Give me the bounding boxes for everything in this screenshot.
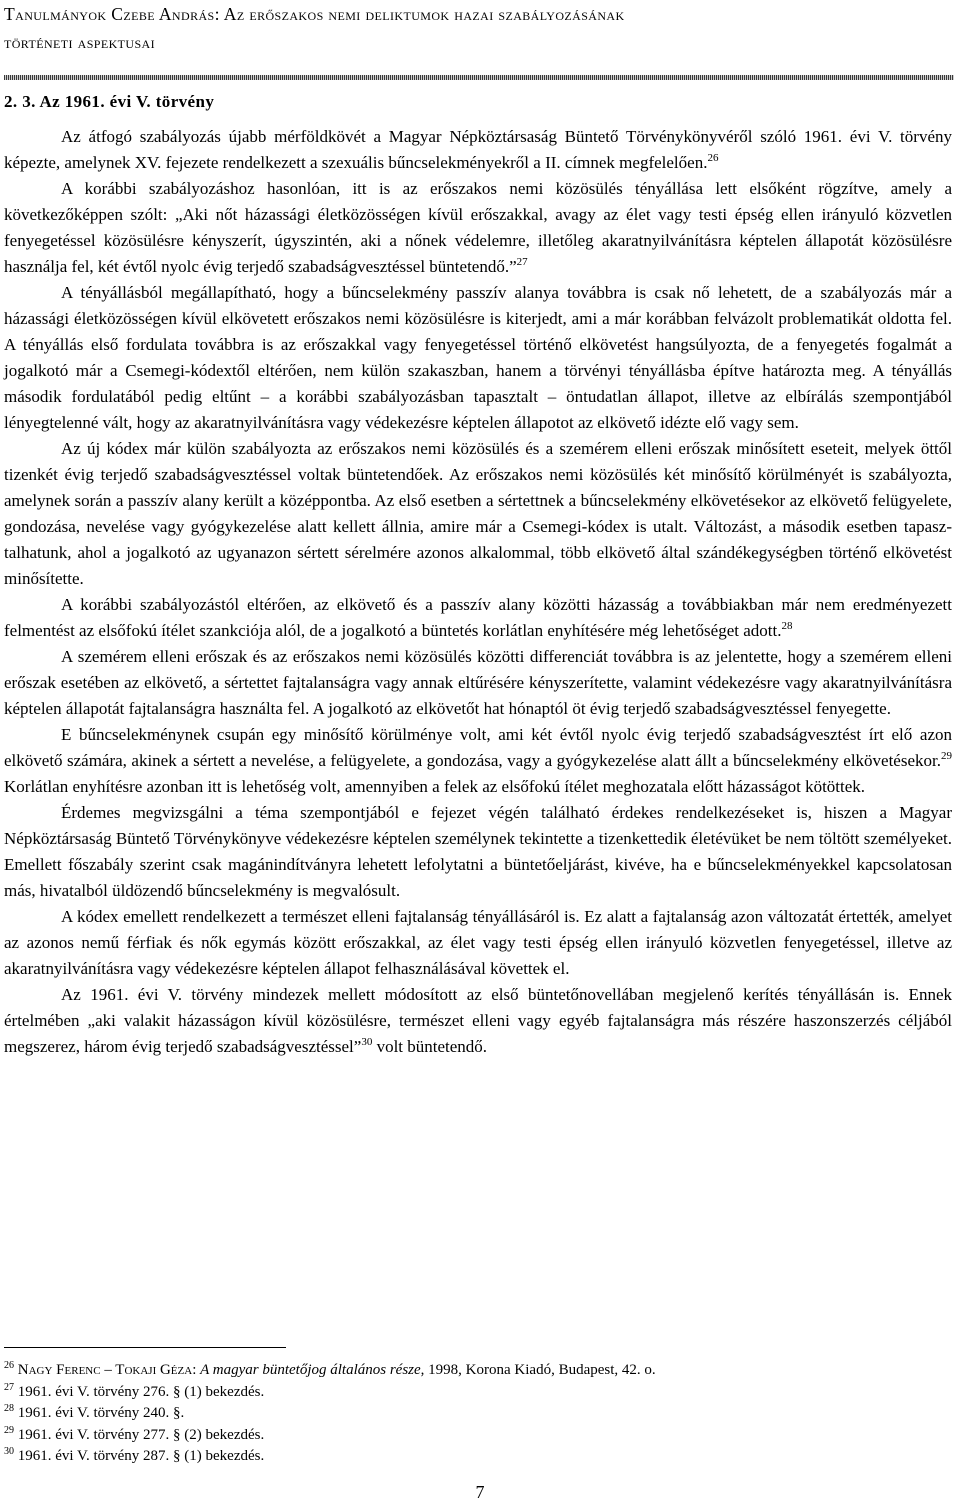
- footnote-text: 1961. évi V. törvény 240. §.: [17, 1405, 185, 1421]
- footnote-separator: [4, 1347, 286, 1348]
- body-paragraph: [4, 176, 952, 280]
- running-header: [4, 0, 954, 56]
- footnote-number: 30: [4, 1446, 14, 1457]
- body-paragraph: [4, 904, 952, 982]
- footnote-reference: 28: [781, 620, 793, 632]
- paragraph-text: A kódex emellett rendelkezett a természet elleni fajtalanság tényállásáról is. Ez alatt a fajtalanság azon változatát értették, amelyet az azonos nemű férfiak és nők egymás között erőszakkal, az élet vagy testi épség ellen irányuló közvetlen fenyegetéssel, illetve az akaratnyilvánításra vagy védekezésre képtelen állapot felhasználásával követtek el.: [4, 907, 952, 978]
- footnote-text: 1961. évi V. törvény 276. § (1) bekezdés.: [17, 1383, 265, 1400]
- paragraph-text: A szemérem elleni erőszak és az erőszakos nemi közösülés közötti differenciát továbbra is az jelentette, hogy a szemérem elleni erőszak esetében az elkövető, a sértettet fajtalanságra vagy annak eltűrésére kényszerítette, valamint védekezésre vagy akaratnyilvánításra képtelen állapotát fajtalanságra használta fel. A jogalkotó az elkövetőt hat hónaptól öt évig terjedő szabadságvesztéssel fenyegette.: [4, 647, 952, 718]
- footnote-reference: 26: [707, 152, 719, 164]
- section-title: 2. 3. Az 1961. évi V. törvény: [4, 92, 215, 111]
- paragraph-text: Érdemes megvizsgálni a téma szempontjából e fejezet végén található érdekes rendelkezéseket is, hiszen a Magyar Népköztársaság Büntető Törvénykönyve védekezésre képtelen személynek tekintette a tizenkettedik életévüket be nem töltött személyeket. Emellett főszabály szerint csak magánindítványra lehetett lefolytatni a büntetőeljárást, kivéve, ha e bűncselekményekkel kapcsolatosan más, hivatalból üldözendő bűncselekmény is megvalósult.: [4, 803, 952, 900]
- running-header-line-2: történeti aspektusai: [4, 32, 156, 52]
- header-rule: [4, 75, 954, 80]
- body-paragraph: [4, 280, 952, 436]
- paragraph-text: A korábbi szabályozástól eltérően, az elkövető és a passzív alany közötti házasság a továbbiakban már nem eredményezett felmentést az elsőfokú ítélet szankciója alól, de a jogalkotó a büntetés korlátlan enyhítésére még lehetőséget adott.: [4, 595, 952, 640]
- footnote-number: 27: [4, 1381, 14, 1393]
- paragraph-text: A korábbi szabályozáshoz hasonlóan, itt is az erőszakos nemi közösülés tényállása lett elsőként rögzítve, amely a következőképpen szólt: „Aki nőt házassági életközösségen kívül erőszakkal, avagy az élet vagy testi épség ellen irányuló közvetlen fenyegetéssel közösülésre kényszerít, úgyszintén, aki a nőnek védelemre, illetőleg akaratnyilvánításra képtelen állapotát közösülésre használja fel, két évtől nyolc évig terjedő szabadságvesztéssel büntetendő.”: [4, 179, 952, 276]
- footnote-29: [4, 1425, 952, 1447]
- footnote-reference: 27: [516, 256, 528, 268]
- footnote-text: 1961. évi V. törvény 277. § (2) bekezdés.: [17, 1426, 265, 1443]
- paragraph-text-continued: Korlátlan enyhítésre azonban itt is lehetőség volt, amennyiben a felek az elsőfokú ítélet meghozatala előtt házasságot kötöttek.: [4, 777, 866, 796]
- body-paragraph: [4, 800, 952, 904]
- footnote-text: , 1998, Korona Kiadó, Budapest, 42. o.: [420, 1362, 656, 1378]
- paragraph-text: Az új kódex már külön szabályozta az erőszakos nemi közösülés és a szemérem elleni erőszak minősített eseteit, melyek öttől tizenkét évig terjedő szabadságvesztéssel voltak büntetendőek. Az erőszakos nemi közösülés két minősítő körülményét is szabályozta, amelynek során a passzív alany került a középpontba. Az első esetben a sértettnek a bűncselekmény elkövetésekor az elkövető felügyelete, gondozása, nevelése vagy gyógykezelése alatt kellett állnia, amire már a Csemegi-kódex is utalt. Változást, a második esetben tapasztalhatunk, ahol a jogalkotó az ugyanazon sértett sérelmére azonos alkalommal, több elkövető által szándékegységben történő elkövetést minősítette.: [4, 439, 952, 588]
- body-paragraph: [4, 436, 952, 592]
- paragraph-text-continued: volt büntetendő.: [372, 1037, 488, 1056]
- body-paragraph: [4, 644, 952, 722]
- footnote-28: [4, 1403, 952, 1425]
- footnote-reference: 29: [941, 750, 952, 762]
- footnote-number: 29: [4, 1424, 14, 1436]
- footnote-26: [4, 1360, 952, 1382]
- footnote-text: 1961. évi V. törvény 287. § (1) bekezdés.: [17, 1448, 265, 1464]
- page-number: 7: [475, 1482, 485, 1502]
- running-header-line-1: Tanulmányok Czebe András: Az erőszakos nemi deliktumok hazai szabályozásának: [4, 4, 625, 24]
- body-text: [4, 124, 952, 1060]
- footnote-reference: 30: [361, 1036, 373, 1048]
- paragraph-text: Az átfogó szabályozás újabb mérföldkövét a Magyar Népköztársaság Büntető Törvénykönyvéről szóló 1961. évi V. törvény képezte, amelynek XV. fejezete rendelkezett a szexuális bűncselekményekről a II. címnek megfelelően.: [4, 127, 952, 172]
- footnote-number: 28: [4, 1403, 14, 1414]
- footnote-author: Nagy Ferenc – Tokaji Géza:: [17, 1362, 197, 1378]
- footnote-title: A magyar büntetőjog általános része: [200, 1362, 421, 1378]
- footnote-27: [4, 1382, 952, 1404]
- footnote-number: 26: [4, 1360, 14, 1371]
- body-paragraph: [4, 124, 952, 176]
- footnotes: [4, 1360, 952, 1468]
- paragraph-text: Az 1961. évi V. törvény mindezek mellett módosított az első büntetőnovellában megjelenő kerítés tényállásán is. Ennek értelmében „aki valakit házasságon kívül közösülésre, természet elleni vagy egyéb fajtalanságra más részére haszonszerzés céljából megszerez, három évig terjedő szabadságvesztéssel”: [4, 985, 952, 1056]
- paragraph-text: E bűncselekménynek csupán egy minősítő körülménye volt, ami két évtől nyolc évig terjedő szabadságvesztést írt elő azon elkövető számára, akinek a sértett a nevelése, a felügyelete, a gondozása, vagy a gyógykezelése alatt állt a bűncselekmény elkövetésekor.: [4, 725, 952, 770]
- paragraph-text: A tényállásból megállapítható, hogy a bűncselekmény passzív alanya továbbra is csak nő lehetett, de a szabályozás már a házassági életközösségen kívül elkövetett erőszakos nemi közösülésre is kiterjedt, ami a már korábban felvázolt problematikát oldotta fel. A tényállás első fordulata továbbra is az erőszakkal vagy fenyegetéssel történő elkövetést hangsúlyozta, de a fenyegetés fogalmát a jogalkotó már a Csemegi-kódextől eltérően, nem külön szakaszban, hanem a törvényi tényállásba építve határozta meg. A tényállás második fordulatából pedig eltűnt – a korábbi szabályozásban tapasztalt – öntudatlan állapot, illetve az elbírálás szempontjából lényegtelenné vált, hogy az akaratnyilvánításra vagy védekezésre képtelen állapotot az elkövető idézte elő vagy sem.: [4, 283, 952, 432]
- body-paragraph: [4, 592, 952, 644]
- body-paragraph: [4, 722, 952, 800]
- footnote-30: [4, 1446, 952, 1468]
- body-paragraph: [4, 982, 952, 1060]
